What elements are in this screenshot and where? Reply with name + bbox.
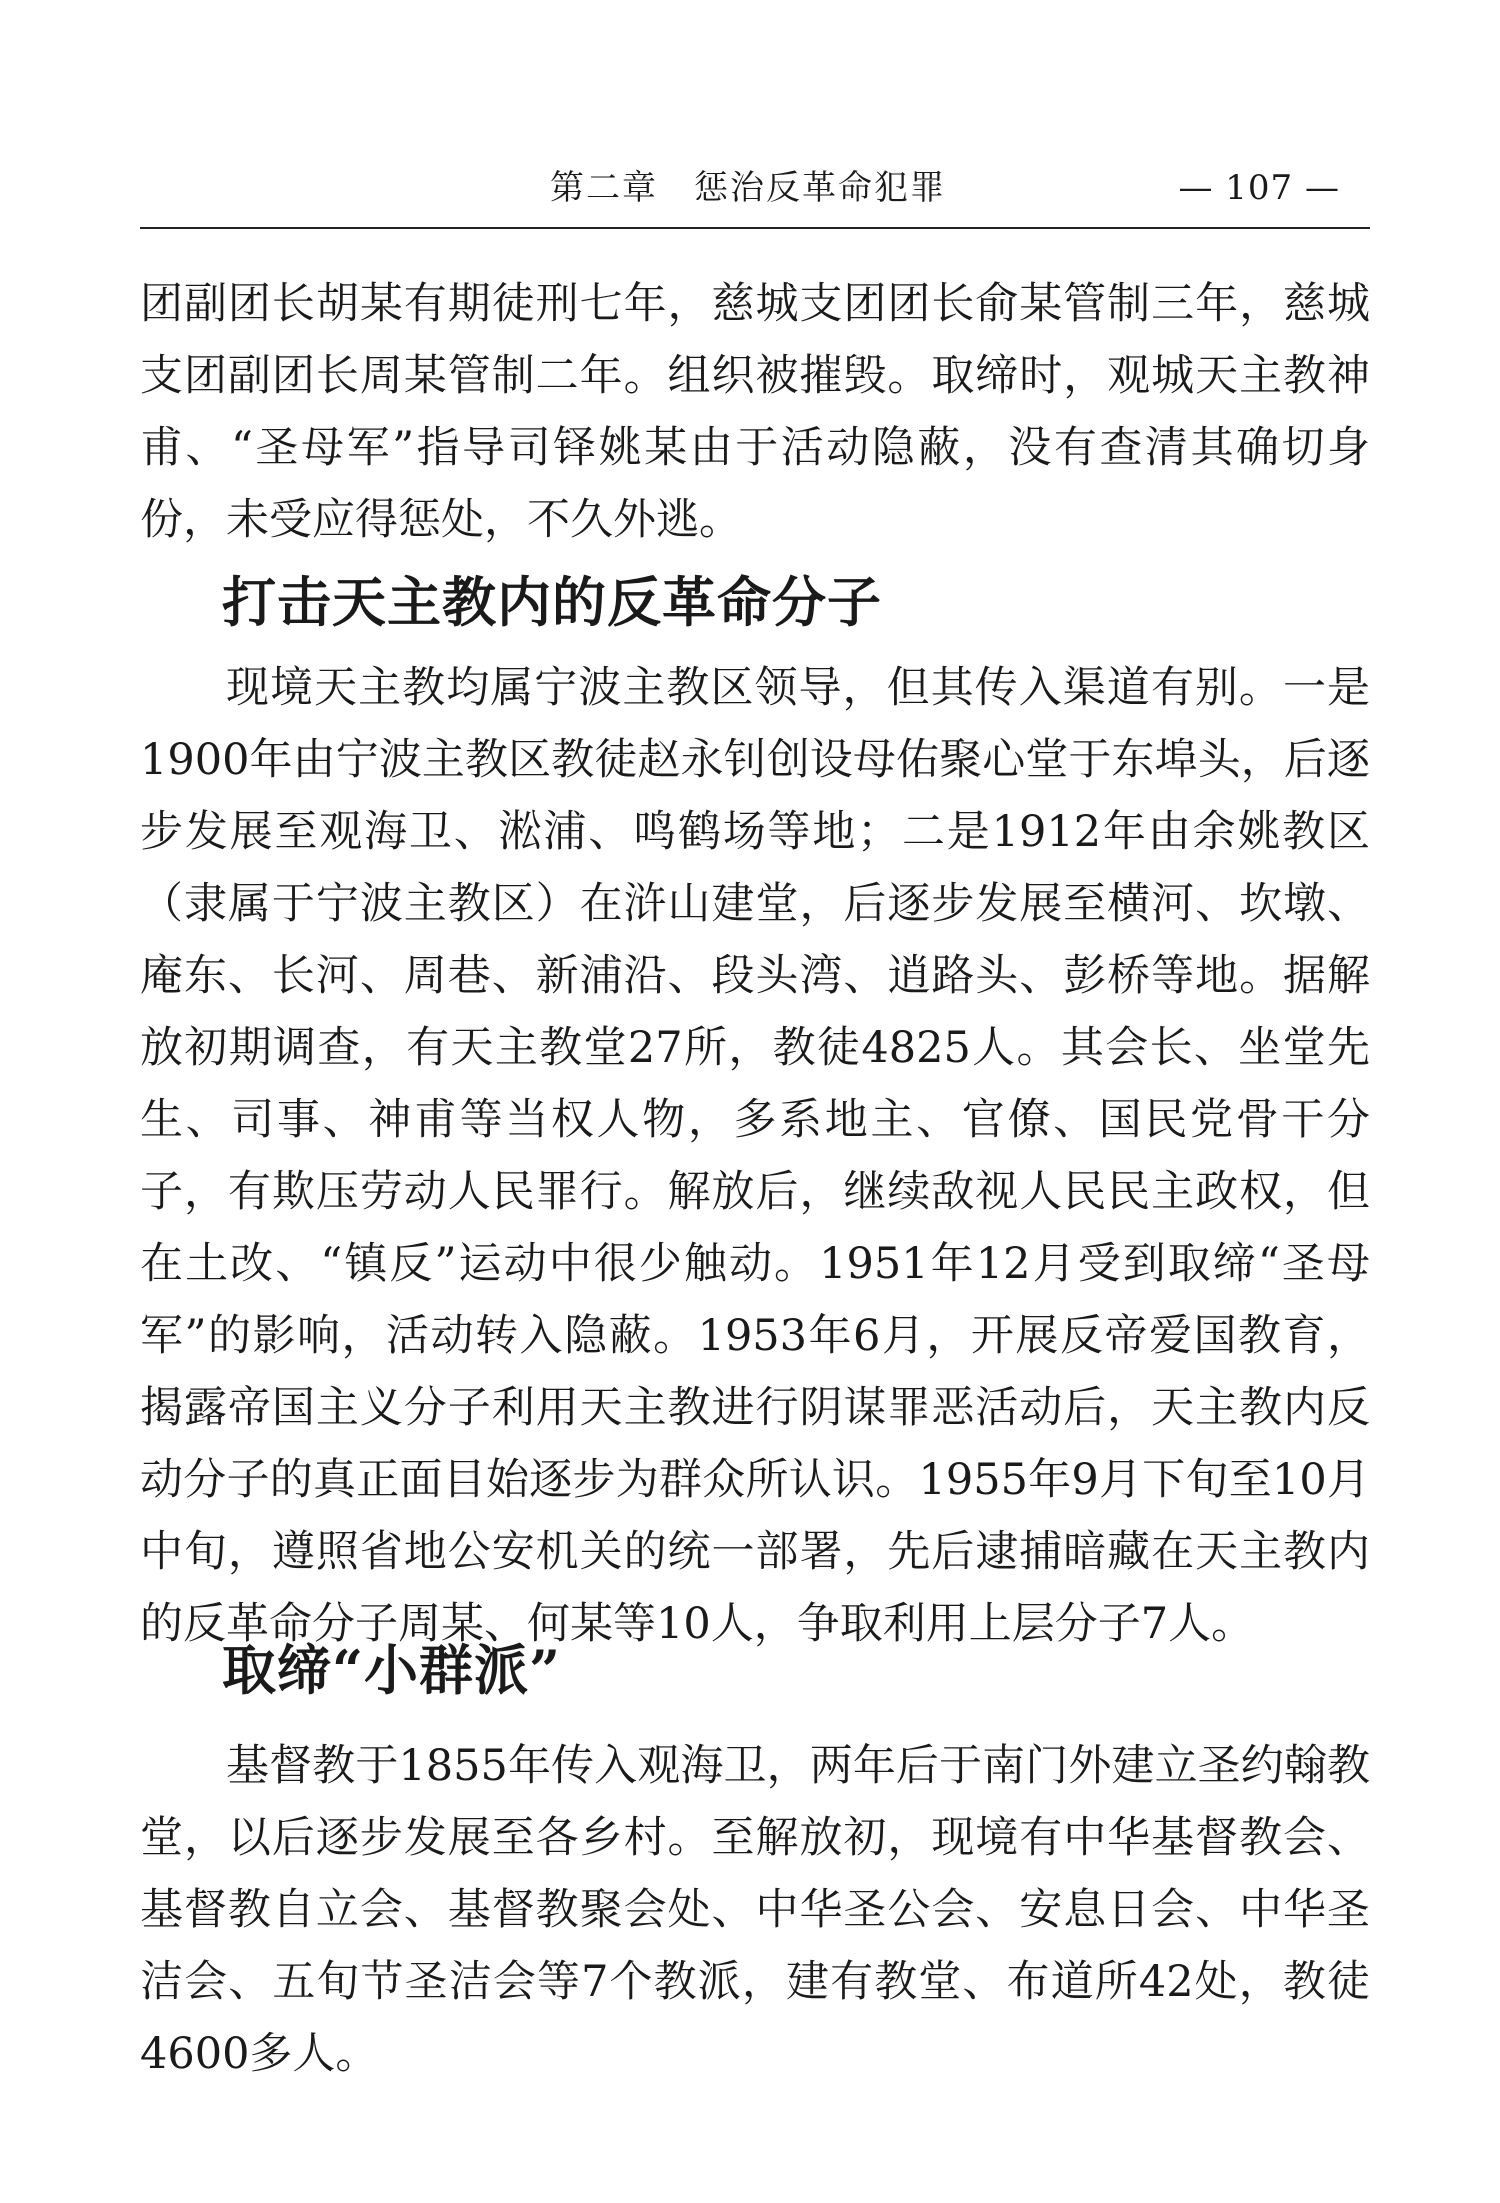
paragraph-continued: 团副团长胡某有期徒刑七年，慈城支团团长俞某管制三年，慈城支团副团长周某管制二年。组织被摧毁。取缔时，观城天主教神甫、“圣母军”指导司铎姚某由于活动隐蔽，没有查清其确切身份，未受应得惩处，不久外逃。 xyxy=(140,279,1370,545)
chapter-title: 第二章 惩治反革命犯罪 xyxy=(550,168,946,208)
paragraph-protestant: 基督教于1855年传入观海卫，两年后于南门外建立圣约翰教堂，以后逐步发展至各乡村。至解放初，现境有中华基督教会、基督教自立会、基督教聚会处、中华圣公会、安息日会、中华圣洁会、五旬节圣洁会等7个教派，建有教堂、布道所42处，教徒4600多人。 xyxy=(140,1741,1370,2079)
page-number: — 107 — xyxy=(1178,168,1340,208)
paragraph-catholic: 现境天主教均属宁波主教区领导，但其传入渠道有别。一是1900年由宁波主教区教徒赵永钊创设母佑聚心堂于东埠头，后逐步发展至观海卫、淞浦、鸣鹤场等地；二是1912年由余姚教区（隶属于宁波主教区）在浒山建堂，后逐步发展至横河、坎墩、庵东、长河、周巷、新浦沿、段头湾、逍路头、彭桥等地。据解放初期调查，有天主教堂27所，教徒4825人。其会长、坐堂先生、司事、神甫等当权人物，多系地主、官僚、国民党骨干分子，有欺压劳动人民罪行。解放后，继续敌视人民民主政权，但在土改、“镇反”运动中很少触动。1951年12月受到取缔“圣母军”的影响，活动转入隐蔽。1953年6月，开展反帝爱国教育，揭露帝国主义分子利用天主教进行阴谋罪恶活动后，天主教内反动分子的真正面目始逐步为群众所认识。1955年9月下旬至10月中旬，遵照省地公安机关的统一部署，先后逮捕暗藏在天主教内的反革命分子周某、何某等10人，争取利用上层分子7人。 xyxy=(140,663,1370,1649)
header-rule xyxy=(140,227,1370,229)
running-head xyxy=(140,158,1370,218)
section-heading-little-flock: 取缔“小群派” xyxy=(222,1638,562,1702)
section-heading-catholic: 打击天主教内的反革命分子 xyxy=(222,570,882,634)
